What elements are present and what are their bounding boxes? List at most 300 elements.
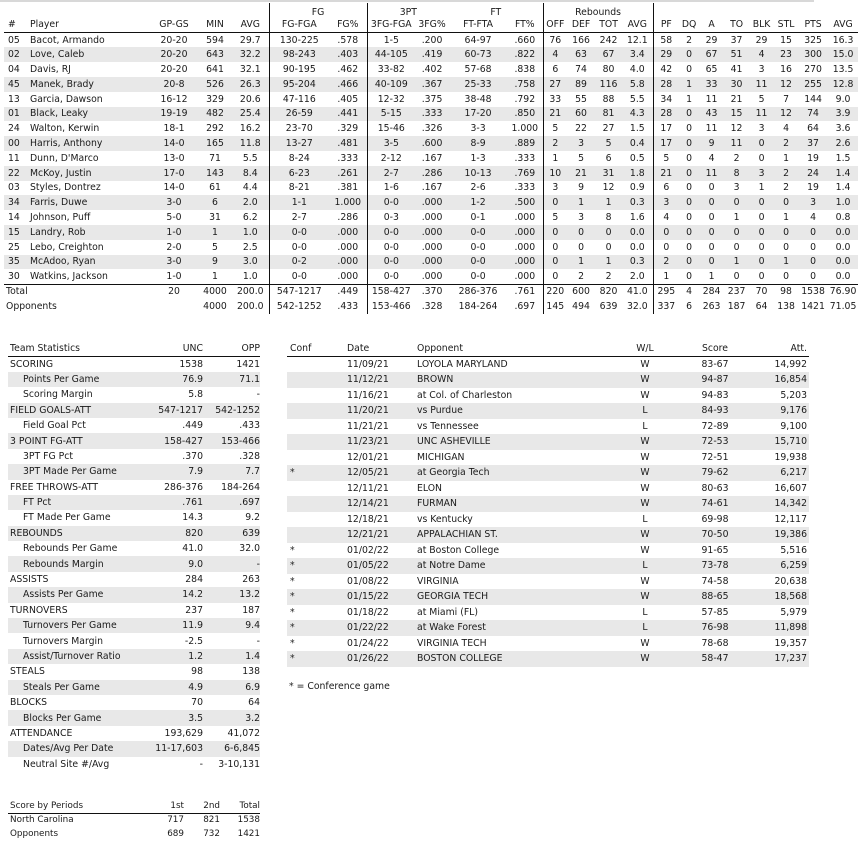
opponent-name: vs Purdue [417, 405, 463, 417]
fg-fga-cell: 13-27 [269, 136, 329, 151]
player-row [4, 47, 858, 62]
stat-label: Neutral Site #/Avg [23, 758, 110, 770]
fg-pct-cell: .329 [337, 123, 359, 135]
tot-reb-cell: 116 [599, 78, 618, 90]
conference-marker [287, 496, 347, 512]
minutes-avg-cell: 5.5 [242, 152, 258, 164]
team-stat-row [8, 418, 260, 433]
points-cell: 0 [810, 226, 817, 238]
game-row [287, 651, 809, 667]
reb-avg-cell: 4.0 [629, 64, 645, 76]
attendance: 14,992 [774, 359, 807, 370]
attendance: 14,342 [774, 498, 807, 510]
conference-marker [287, 434, 347, 450]
column-header-turnovers: TO [724, 18, 749, 33]
3fg-pct-cell: .000 [421, 256, 443, 268]
game-date: 12/18/21 [347, 513, 389, 525]
off-reb-cell: 76 [543, 33, 567, 48]
column-header-tot-reb: TOT [595, 18, 622, 33]
game-score: 79-62 [701, 467, 729, 479]
gp-gs-total-cell [150, 299, 198, 314]
game-row [287, 574, 809, 590]
attendance: 6,259 [780, 560, 807, 572]
unc-value: 14.2 [182, 589, 203, 601]
stat-label: REBOUNDS [10, 527, 63, 539]
steals-cell: 2 [783, 167, 790, 179]
game-score: 72-53 [701, 436, 729, 448]
player-row [4, 225, 858, 240]
ft-pct-total-cell: .697 [514, 300, 536, 312]
steals-total-cell: 138 [777, 300, 795, 312]
opp-value: .433 [239, 420, 260, 432]
opponent-name: at Wake Forest [417, 622, 486, 634]
jersey-number-total-cell: Total [4, 284, 150, 299]
team-statistics-table [8, 341, 260, 772]
attendance: 11,898 [774, 622, 807, 634]
fouls-cell: 2 [653, 255, 679, 270]
game-score: 72-51 [701, 451, 729, 463]
game-score: 76-98 [701, 622, 729, 634]
fouls-cell: 17 [653, 121, 679, 136]
turnovers-cell: 0 [733, 197, 740, 209]
period-score-row [8, 827, 260, 841]
opponent-name: ELON [417, 482, 442, 494]
turnovers-cell: 12 [730, 123, 743, 135]
points-cell: 24 [807, 167, 819, 179]
conference-marker: * [290, 606, 295, 618]
fg-fga-cell: 130-225 [269, 33, 329, 48]
reb-avg-cell: 1.8 [629, 167, 645, 179]
game-row [287, 620, 809, 636]
column-header-player-name: Player [30, 18, 150, 33]
points-cell: 74 [807, 108, 819, 120]
opp-value: 3.2 [245, 712, 260, 724]
minutes-cell: 61 [209, 182, 221, 194]
minutes-avg-cell: 4.4 [242, 182, 258, 194]
gp-gs-cell: 14-0 [163, 182, 185, 194]
blocks-cell: 0 [758, 212, 765, 224]
3fg-fga-cell: 33-82 [367, 62, 415, 77]
team-name: Opponents [10, 829, 59, 839]
fg-pct-cell: .403 [337, 49, 359, 61]
reb-avg-cell: 5.5 [629, 93, 645, 105]
gp-gs-cell: 19-19 [160, 108, 188, 120]
gp-gs-cell: 1-0 [166, 270, 182, 282]
gp-gs-cell: 20-20 [160, 49, 188, 61]
steals-total-cell: 98 [774, 284, 798, 299]
team-stat-row [8, 726, 260, 741]
points-avg-cell: 0.8 [835, 212, 851, 224]
win-loss: W [640, 498, 650, 510]
column-header-points-avg: AVG [828, 18, 858, 33]
steals-cell: 4 [783, 123, 790, 135]
game-date: 01/02/22 [347, 544, 389, 556]
ft-fta-total-cell: 286-376 [449, 284, 507, 299]
opp-value: 64 [248, 697, 260, 709]
stat-label: Blocks Per Game [23, 712, 102, 724]
attendance: 17,237 [774, 653, 807, 665]
ft-fta-cell: 0-1 [470, 212, 486, 224]
points-cell: 3 [810, 197, 817, 209]
reb-avg-cell: 3.4 [629, 49, 645, 61]
assists-cell: 9 [708, 138, 715, 150]
stat-label: BLOCKS [10, 697, 48, 709]
points-avg-cell: 16.3 [832, 34, 854, 46]
stat-label: Scoring Margin [23, 389, 93, 401]
3fg-fga-cell: 2-12 [367, 151, 415, 166]
stat-label: ASSISTS [10, 574, 49, 586]
team-stat-row [8, 649, 260, 664]
unc-value: .761 [182, 497, 203, 509]
game-score: 57-85 [701, 606, 729, 618]
dq-cell: 0 [686, 256, 693, 268]
win-loss: L [642, 622, 648, 634]
assists-cell: 33 [705, 78, 718, 90]
fouls-cell: 1 [653, 269, 679, 284]
column-header-def-reb: DEF [567, 18, 595, 33]
unc-value: 5.8 [188, 389, 203, 401]
column-header-ft-pct: FT% [507, 18, 543, 33]
team-stat-row [8, 480, 260, 495]
3fg-fga-cell: 0-3 [367, 210, 415, 225]
steals-cell: 2 [783, 182, 790, 194]
game-date: 11/20/21 [347, 405, 389, 417]
team-stat-row [8, 541, 260, 556]
player-name-cell: Black, Leaky [30, 108, 89, 120]
player-name-cell: Walton, Kerwin [30, 123, 100, 135]
blocks-cell: 11 [755, 108, 768, 120]
fouls-cell: 42 [653, 62, 679, 77]
attendance: 6,217 [780, 467, 807, 479]
fouls-cell: 6 [653, 181, 679, 196]
player-stats-table [4, 3, 858, 314]
total-score: 1421 [237, 829, 260, 839]
ft-pct-cell: .838 [514, 64, 536, 76]
column-header-blocks: BLK [749, 18, 774, 33]
off-reb-cell: 2 [543, 136, 567, 151]
schedule-header-row [287, 341, 809, 357]
stat-label: FREE THROWS-ATT [10, 481, 99, 493]
ft-fta-cell: 0-0 [470, 270, 486, 282]
conference-marker: * [290, 637, 295, 649]
opponent-name: BOSTON COLLEGE [417, 653, 503, 665]
minutes-cell: 6 [212, 197, 218, 209]
turnovers-total-cell: 187 [727, 300, 746, 312]
attendance: 16,854 [774, 374, 807, 386]
reb-avg-cell: 0.5 [629, 152, 645, 164]
team-stat-row [8, 556, 260, 571]
opp-value: 263 [242, 574, 260, 586]
off-reb-cell: 5 [543, 210, 567, 225]
off-reb-cell: 5 [543, 121, 567, 136]
minutes-avg-cell: 16.2 [239, 123, 261, 135]
def-reb-cell: 89 [575, 78, 587, 90]
points-avg-cell: 1.4 [835, 182, 851, 194]
minutes-total-cell: 4000 [198, 284, 232, 299]
minutes-cell: 143 [206, 167, 224, 179]
game-row [287, 512, 809, 528]
second-half-header: 2nd [184, 799, 220, 813]
fg-fga-cell: 23-70 [269, 121, 329, 136]
team-stat-row [8, 572, 260, 587]
reb-avg-cell: 0.0 [629, 226, 645, 238]
team-stat-row [8, 603, 260, 618]
stat-label: Turnovers Margin [23, 635, 103, 647]
schedule-table [287, 341, 809, 667]
jersey-number-cell: 30 [8, 270, 20, 282]
steals-cell: 1 [783, 256, 790, 268]
fg-pct-cell: .000 [337, 241, 359, 253]
turnovers-cell: 21 [730, 93, 743, 105]
points-avg-cell: 1.4 [835, 167, 851, 179]
def-reb-cell: 3 [578, 212, 584, 224]
game-row [287, 543, 809, 559]
off-reb-cell: 33 [543, 92, 567, 107]
def-reb-cell: 5 [578, 152, 584, 164]
stat-label: Field Goal Pct [23, 420, 86, 432]
ft-fta-total-cell: 184-264 [458, 300, 498, 312]
blocks-total-cell: 70 [749, 284, 774, 299]
blocks-total-cell: 64 [755, 300, 768, 312]
game-date: 01/26/22 [347, 653, 389, 665]
blocks-cell: 0 [758, 256, 765, 268]
dq-cell: 0 [686, 64, 693, 76]
column-header-row [4, 18, 858, 33]
stat-label: SCORING [10, 358, 54, 370]
fouls-total-cell: 295 [653, 284, 679, 299]
team-stat-row [8, 372, 260, 387]
fg-fga-cell: 90-195 [269, 62, 329, 77]
game-row [287, 558, 809, 574]
column-header-fg-fga: FG-FGA [269, 18, 329, 33]
minutes-cell: 31 [209, 212, 221, 224]
opponent-name: BROWN [417, 374, 454, 386]
team-stat-row [8, 403, 260, 418]
points-avg-cell: 3.9 [835, 108, 851, 120]
fg-pct-cell: .000 [337, 270, 359, 282]
total-header: Total [220, 799, 260, 813]
opp-value: 13.2 [239, 589, 260, 601]
assists-cell: 11 [705, 167, 718, 179]
minutes-avg-cell: 1.0 [242, 226, 258, 238]
assists-cell: 0 [708, 182, 715, 194]
player-name-cell: Watkins, Jackson [30, 270, 108, 282]
player-name-cell: Garcia, Dawson [30, 93, 103, 105]
assists-cell: 11 [705, 123, 718, 135]
ft-pct-cell: .000 [514, 212, 536, 224]
jersey-number-cell: 04 [8, 64, 20, 76]
gp-gs-cell: 18-1 [163, 123, 185, 135]
minutes-cell: 9 [212, 256, 218, 268]
win-loss: W [640, 482, 650, 494]
attendance: 5,203 [780, 389, 807, 401]
turnovers-cell: 0 [733, 270, 740, 282]
conference-marker: * [290, 467, 295, 479]
opponent-name: APPALACHIAN ST. [417, 529, 498, 541]
group-header-row [4, 3, 858, 18]
steals-cell: 12 [780, 78, 792, 90]
jersey-number-cell: 45 [8, 78, 20, 90]
tot-reb-cell: 12 [602, 182, 615, 194]
unc-value: 76.9 [182, 373, 203, 385]
tot-reb-cell: 6 [605, 152, 612, 164]
turnovers-cell: 3 [733, 182, 740, 194]
fouls-cell: 34 [653, 92, 679, 107]
points-avg-cell: 0.0 [835, 270, 851, 282]
conference-marker [287, 403, 347, 419]
game-score: 70-50 [701, 529, 729, 541]
dq-cell: 0 [686, 197, 693, 209]
column-header-minutes-avg: AVG [232, 18, 269, 33]
off-reb-total-cell: 220 [543, 284, 567, 299]
win-loss: W [640, 436, 650, 448]
3fg-pct-cell: .600 [421, 138, 443, 150]
ft-pct-cell: .889 [514, 138, 536, 150]
3fg-pct-cell: .000 [421, 212, 443, 224]
column-header-steals: STL [774, 18, 798, 33]
ft-fta-cell: 57-68 [464, 64, 492, 76]
dq-cell: 0 [686, 167, 693, 179]
win-loss: W [640, 591, 650, 603]
assists-cell: 29 [705, 34, 718, 46]
opponent-name: GEORGIA TECH [417, 591, 489, 603]
minutes-avg-cell: 2.5 [242, 241, 258, 253]
team-name: North Carolina [10, 815, 74, 826]
jersey-number-cell: 22 [8, 167, 20, 179]
minutes-avg-cell: 29.7 [239, 34, 261, 46]
off-reb-cell: 0 [543, 255, 567, 270]
conference-marker [287, 512, 347, 528]
player-name-cell: Dunn, D'Marco [30, 152, 99, 164]
blocks-cell: 1 [758, 182, 765, 194]
points-cell: 0 [810, 241, 817, 253]
steals-cell: 0 [783, 241, 790, 253]
minutes-cell: 165 [206, 138, 224, 150]
ft-pct-cell: .850 [514, 108, 536, 120]
game-score: 83-67 [701, 359, 729, 370]
ft-fta-cell: 17-20 [464, 108, 492, 120]
points-cell: 19 [807, 152, 819, 164]
jersey-number-cell: 34 [8, 197, 20, 209]
fg-pct-cell: .462 [337, 64, 359, 76]
unc-value: 70 [191, 697, 203, 709]
points-cell: 0 [810, 270, 817, 282]
points-total-cell: 1538 [798, 284, 828, 299]
ft-pct-cell: .500 [514, 197, 536, 209]
minutes-avg-cell: 2.0 [242, 197, 258, 209]
tot-reb-cell: 242 [599, 34, 618, 46]
points-cell: 300 [804, 49, 822, 61]
def-reb-cell: 1 [578, 256, 584, 268]
opp-value: 9.4 [245, 620, 260, 632]
tot-reb-cell: 80 [602, 64, 615, 76]
gp-gs-cell: 20-20 [160, 64, 188, 76]
game-date: 12/01/21 [347, 451, 389, 463]
steals-cell: 0 [783, 226, 790, 238]
def-reb-cell: 1 [578, 197, 584, 209]
team-stat-row [8, 680, 260, 695]
minutes-avg-cell: 1.0 [242, 270, 258, 282]
tot-reb-cell: 31 [602, 167, 615, 179]
unc-value: 286-376 [164, 481, 203, 493]
fg-pct-cell: .333 [337, 152, 359, 164]
ft-pct-cell: .758 [514, 78, 536, 90]
game-score: 74-61 [701, 498, 729, 510]
fouls-cell: 3 [653, 195, 679, 210]
points-cell: 325 [804, 34, 822, 46]
game-row [287, 496, 809, 512]
def-reb-cell: 55 [575, 93, 587, 105]
opp-value: - [256, 558, 260, 570]
reb-avg-cell: 2.0 [629, 270, 645, 282]
attendance: 16,607 [774, 482, 807, 494]
assists-cell: 67 [705, 49, 718, 61]
ft-fta-cell: 10-13 [464, 167, 492, 179]
player-name-cell: McAdoo, Ryan [30, 256, 96, 268]
game-score: 74-58 [701, 575, 729, 587]
gp-gs-cell: 17-0 [163, 167, 185, 179]
win-loss: W [640, 451, 650, 463]
def-reb-cell: 9 [578, 182, 584, 194]
opponent-name: at Georgia Tech [417, 467, 490, 479]
jersey-number-cell: 15 [8, 226, 20, 238]
player-row [4, 240, 858, 255]
fg-pct-cell: .000 [337, 256, 359, 268]
opponent-name: vs Kentucky [417, 513, 473, 525]
minutes-cell: 526 [206, 78, 224, 90]
minutes-avg-cell: 3.0 [242, 256, 258, 268]
wl-column-header: W/L [603, 341, 687, 357]
opponent-name: VIRGINIA TECH [417, 637, 487, 649]
3fg-fga-total-cell: 153-466 [367, 299, 415, 314]
fouls-cell: 28 [653, 77, 679, 92]
ft-fta-cell: 60-73 [464, 49, 492, 61]
team-stat-row [8, 526, 260, 541]
turnovers-cell: 41 [730, 64, 743, 76]
win-loss: W [640, 374, 650, 386]
tot-reb-cell: 8 [605, 212, 612, 224]
assists-cell: 0 [708, 212, 715, 224]
3fg-pct-cell: .000 [421, 197, 443, 209]
win-loss: W [640, 653, 650, 665]
second-half-score: 821 [203, 815, 220, 826]
minutes-avg-total-cell: 200.0 [236, 300, 264, 312]
opp-value: 9.2 [245, 512, 260, 524]
opp-value: 41,072 [227, 727, 260, 739]
column-header-points: PTS [798, 18, 828, 33]
minutes-cell: 1 [212, 270, 218, 282]
team-stat-row [8, 757, 260, 772]
minutes-avg-cell: 32.1 [239, 64, 261, 76]
attendance: 5,979 [780, 606, 807, 618]
minutes-avg-cell: 6.2 [242, 212, 258, 224]
jersey-number-cell: 11 [8, 152, 20, 164]
def-reb-cell: 60 [575, 108, 587, 120]
opp-value: 184-264 [221, 481, 260, 493]
jersey-number-total-cell: Opponents [6, 300, 57, 312]
gp-gs-cell: 2-0 [166, 241, 182, 253]
game-score: 78-68 [701, 637, 729, 649]
player-name-cell: Davis, RJ [30, 64, 71, 76]
3fg-fga-cell: 1-5 [367, 33, 415, 48]
def-reb-cell: 166 [572, 34, 590, 46]
3fg-fga-cell: 44-105 [367, 47, 415, 62]
steals-cell: 1 [783, 152, 790, 164]
unc-value: 820 [185, 527, 203, 539]
blocks-cell: 4 [758, 49, 765, 61]
player-name-cell: Farris, Duwe [30, 197, 88, 209]
fg-fga-cell: 1-1 [269, 195, 329, 210]
